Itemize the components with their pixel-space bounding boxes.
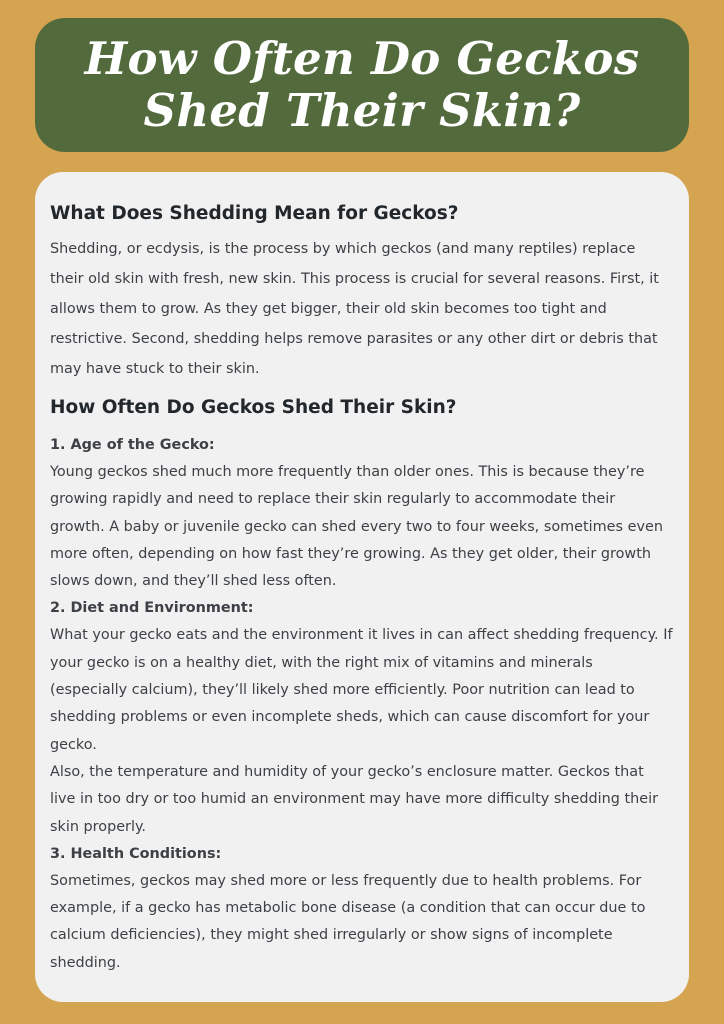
title-line-2: Shed Their Skin? — [143, 84, 581, 137]
subheading-diet-environment: 2. Diet and Environment: — [50, 600, 254, 617]
section-paragraph-shedding-meaning: Shedding, or ecdysis, is the process by which geckos (and many reptiles) replace their old skin with fresh, new skin. This process is crucial for several reasons. First, it allows them to grow. As they get bigger, their old skin becomes too tight and restrictive. Second, shedding helps remove parasites or any other dirt or debris that may have stuck to their skin. — [50, 241, 659, 377]
page-title — [85, 33, 640, 137]
title-banner — [35, 18, 689, 152]
section-heading-shedding-frequency: How Often Do Geckos Shed Their Skin? — [50, 397, 457, 418]
paragraph-health: Sometimes, geckos may shed more or less frequently due to health problems. For example, if a gecko has metabolic bone disease (a condition that can occur due to calcium deficiencies), they might shed irregularly or show signs of incomplete shedding. — [50, 872, 646, 971]
subheading-health: 3. Health Conditions: — [50, 845, 222, 862]
paragraph-diet: What your gecko eats and the environment it lives in can affect shedding frequency. If your gecko is on a healthy diet, with the right mix of vitamins and minerals (especially calcium), they’ll likely shed more efficiently. Poor nutrition can lead to shedding problems or even incomplete sheds, which can cause discomfort for your gecko. — [50, 627, 673, 753]
content-card — [35, 172, 689, 1002]
subheading-age: 1. Age of the Gecko: — [50, 437, 215, 453]
title-line-1: How Often Do Geckos — [84, 32, 640, 85]
paragraph-age: Young geckos shed much more frequently than older ones. This is because they’re growing rapidly and need to replace their skin regularly to accommodate their growth. A baby or juvenile gecko can shed every two to four weeks, sometimes even more often, depending on how fast they’re growing. As they get older, their growth slows down, and they’ll shed less often. — [50, 464, 663, 590]
paragraph-environment: Also, the temperature and humidity of your gecko’s enclosure matter. Geckos that live in too dry or too humid an environment may have more difficulty shedding their skin properly. — [50, 763, 658, 835]
section-heading-shedding-meaning: What Does Shedding Mean for Geckos? — [50, 203, 459, 224]
